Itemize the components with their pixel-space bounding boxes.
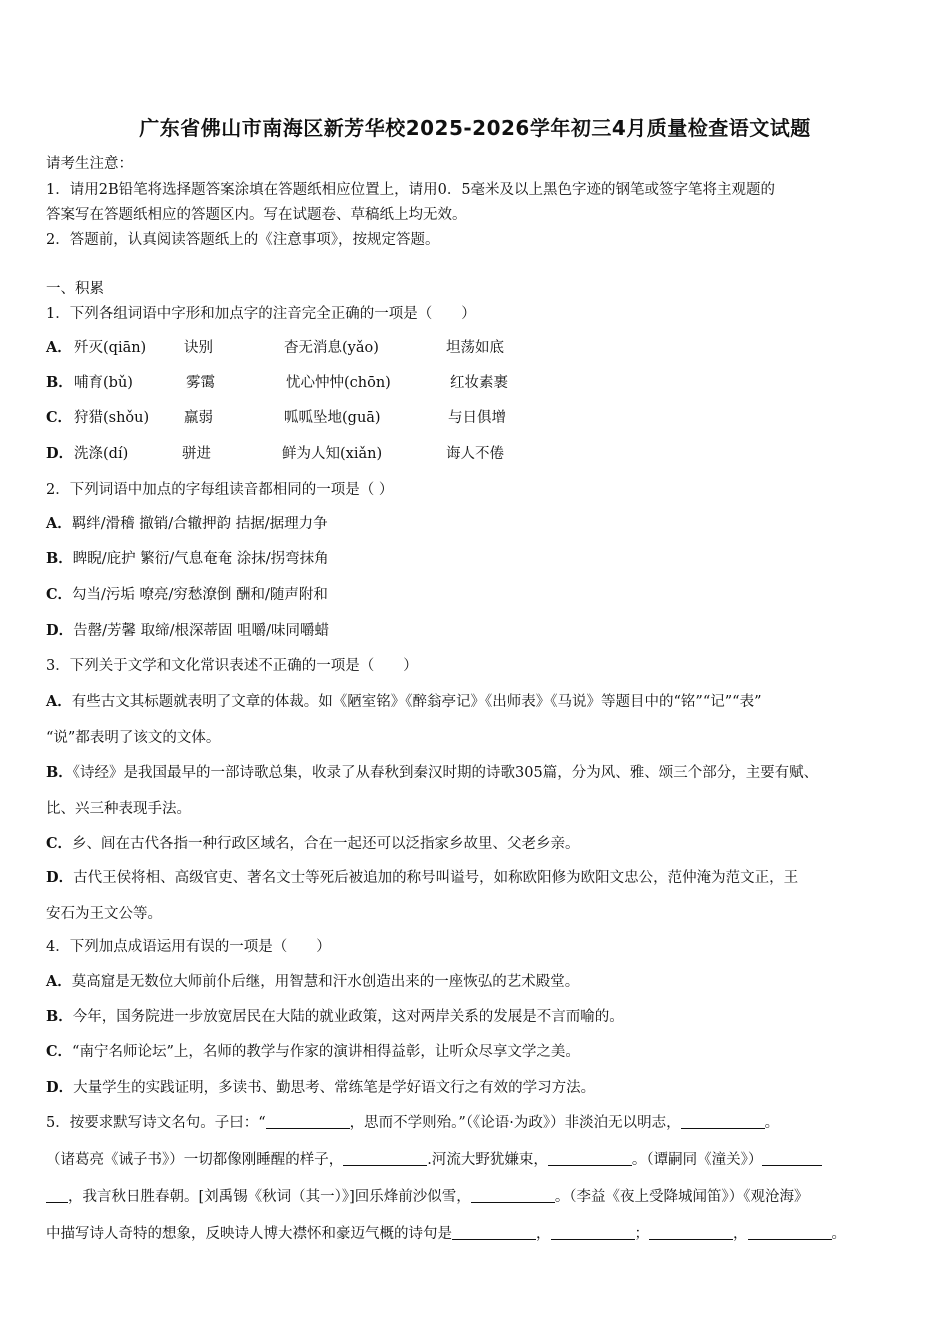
q5-line-3: ，我言秋日胜春朝。[刘禹锡《秋词（其一）》]回乐烽前沙似雪， 。（李益《夜上受降城闻笛》）《观沧海》 bbox=[46, 1185, 910, 1206]
exam-page: 广东省佛山市南海区新芳华校2025-2026学年初三4月质量检查语文试题 请考生注意： 1．请用2B铅笔将选择题答案涂填在答题纸相应位置上，请用0．5毫米及以上黑色字迹的钢笔或签字笔将主观题的 答案写在答题纸相应的答题区内。写在试题卷、草稿纸上均无效。 2．答题前，认真阅读答题纸上的《注意事项》，按规定答题。 一、积累 1．下列各组词语中字形和加点字的注音完全正确的一项是（ ） A． 歼灭(qiān) 诀别 杳无消息(yǎo) 坦荡如底 B． 哺育(bǔ) 雾霭 忧心忡忡(chōn) 红妆素裹 C． 狩猎(shǒu) 羸弱 呱呱坠地(guā) 与日俱增 D． 洗涤(dí) 骈进 鲜为人知(xiǎn) 诲人不倦 2．下列词语中加点的字每组读音都相同的一项是（ ） A．羁绊/滑稽 撤销/合辙押韵 拮据/据理力争 B．睥睨/庇护 繁衍/气息奄奄 涂抹/拐弯抹角 C．勾当/污垢 嘹亮/穷愁潦倒 酬和/随声附和 D．告罄/芳馨 取缔/根深蒂固 咀嚼/味同嚼蜡 3．下列关于文学和文化常识表述不正确的一项是（ ） A．有些古文其标题就表明了文章的体裁。如《陋室铭》《醉翁亭记》《出师表》《马说》等题目中的“铭”“记”“表” “说”都表明了该文的文体。 B．《诗经》是我国最早的一部诗歌总集，收录了从春秋到秦汉时期的诗歌305篇，分为风、雅、颂三个部分，主要有赋、 比、兴三种表现手法。 C．乡、闾在古代各指一种行政区域名，合在一起还可以泛指家乡故里、父老乡亲。 D．古代王侯将相、高级官吏、著名文士等死后被追加的称号叫谥号，如称欧阳修为欧阳文忠公，范仲淹为范文正，王 安石为王文公等。 4．下列加点成语运用有误的一项是（ ） A．莫高窟是无数位大师前仆后继，用智慧和汗水创造出来的一座恢弘的艺术殿堂。 B．今年，国务院进一步放宽居民在大陆的就业政策，这对两岸关系的发展是不言而喻的。 C．“南宁名师论坛”上，名师的教学与作家的演讲相得益彰，让听众尽享文学之美。 D．大量学生的实践证明，多读书、勤思考、常练笔是学好语文行之有效的学习方法。 5．按要求默写诗文名句。子曰：“ ，思而不学则殆。”（《论语·为政》）非淡泊无以明志， 。 （诸葛亮《诫子书》）一切都像刚睡醒的样子， .河流大野犹嫌束， 。（谭嗣同《潼关》） ，我言秋日胜春朝。[刘禹锡《秋词（其一）》]回乐烽前沙似雪， 。（李益《夜上受降城闻笛》）《观沧海》 中描写诗人奇特的想象，反映诗人博大襟怀和豪迈气概的诗句是 ， ； ， 。 bbox=[0, 0, 950, 1344]
q4-option-c: C．“南宁名师论坛”上，名师的教学与作家的演讲相得益彰，让听众尽享文学之美。 bbox=[46, 1043, 580, 1060]
q1-stem: 1．下列各组词语中字形和加点字的注音完全正确的一项是（ ） bbox=[46, 306, 476, 322]
q3-stem: 3．下列关于文学和文化常识表述不正确的一项是（ ） bbox=[46, 658, 418, 674]
q3-option-a-cont: “说”都表明了该文的文体。 bbox=[46, 730, 221, 746]
q4-option-d: D．大量学生的实践证明，多读书、勤思考、常练笔是学好语文行之有效的学习方法。 bbox=[46, 1079, 596, 1096]
q5-line-4: 中描写诗人奇特的想象，反映诗人博大襟怀和豪迈气概的诗句是 ， ； ， 。 bbox=[46, 1226, 846, 1242]
q4-stem: 4．下列加点成语运用有误的一项是（ ） bbox=[46, 939, 331, 955]
answer-blank[interactable] bbox=[762, 1151, 822, 1166]
notice-item-1: 1．请用2B铅笔将选择题答案涂填在答题纸相应位置上，请用0．5毫米及以上黑色字迹的钢笔或签字笔将主观题的 bbox=[46, 182, 776, 198]
q2-option-a: A．羁绊/滑稽 撤销/合辙押韵 拮据/据理力争 bbox=[46, 515, 328, 532]
answer-blank[interactable] bbox=[343, 1151, 427, 1166]
q4-option-a: A．莫高窟是无数位大师前仆后继，用智慧和汗水创造出来的一座恢弘的艺术殿堂。 bbox=[46, 973, 580, 990]
answer-blank[interactable] bbox=[748, 1225, 832, 1240]
answer-blank[interactable] bbox=[681, 1114, 765, 1129]
q2-option-c: C．勾当/污垢 嘹亮/穷愁潦倒 酬和/随声附和 bbox=[46, 586, 328, 603]
q3-option-b: B．《诗经》是我国最早的一部诗歌总集，收录了从春秋到秦汉时期的诗歌305篇，分为风、雅、颂三个部分，主要有赋、 bbox=[46, 764, 819, 781]
answer-blank[interactable] bbox=[46, 1188, 68, 1203]
q3-option-c: C．乡、闾在古代各指一种行政区域名，合在一起还可以泛指家乡故里、父老乡亲。 bbox=[46, 835, 580, 852]
section-heading: 一、积累 bbox=[46, 281, 104, 297]
page-title: 广东省佛山市南海区新芳华校2025-2026学年初三4月质量检查语文试题 bbox=[139, 116, 811, 140]
notice-item-2: 2．答题前，认真阅读答题纸上的《注意事项》，按规定答题。 bbox=[46, 232, 440, 248]
q5-line-2: （诸葛亮《诫子书》）一切都像刚睡醒的样子， .河流大野犹嫌束， 。（谭嗣同《潼关》） bbox=[46, 1148, 910, 1169]
q3-option-d: D．古代王侯将相、高级官吏、著名文士等死后被追加的称号叫谥号，如称欧阳修为欧阳文忠公，范仲淹为范文正，王 bbox=[46, 869, 799, 886]
answer-blank[interactable] bbox=[452, 1225, 536, 1240]
answer-blank[interactable] bbox=[551, 1225, 635, 1240]
answer-blank[interactable] bbox=[548, 1151, 632, 1166]
q4-option-b: B．今年，国务院进一步放宽居民在大陆的就业政策，这对两岸关系的发展是不言而喻的。 bbox=[46, 1008, 624, 1025]
q2-stem: 2．下列词语中加点的字每组读音都相同的一项是（ ） bbox=[46, 482, 394, 498]
answer-blank[interactable] bbox=[649, 1225, 733, 1240]
q5-line-1: 5．按要求默写诗文名句。子曰：“ ，思而不学则殆。”（《论语·为政》）非淡泊无以明志， 。 bbox=[46, 1115, 780, 1131]
answer-blank[interactable] bbox=[266, 1114, 350, 1129]
q2-option-d: D．告罄/芳馨 取缔/根深蒂固 咀嚼/味同嚼蜡 bbox=[46, 622, 329, 639]
q2-option-b: B．睥睨/庇护 繁衍/气息奄奄 涂抹/拐弯抹角 bbox=[46, 550, 329, 567]
q3-option-a: A．有些古文其标题就表明了文章的体裁。如《陋室铭》《醉翁亭记》《出师表》《马说》等题目中的“铭”“记”“表” bbox=[46, 693, 762, 710]
notice-heading: 请考生注意： bbox=[46, 156, 133, 172]
answer-blank[interactable] bbox=[471, 1188, 555, 1203]
q3-option-b-cont: 比、兴三种表现手法。 bbox=[46, 801, 191, 817]
q3-option-d-cont: 安石为王文公等。 bbox=[46, 906, 162, 922]
notice-item-1-cont: 答案写在答题纸相应的答题区内。写在试题卷、草稿纸上均无效。 bbox=[46, 207, 467, 223]
